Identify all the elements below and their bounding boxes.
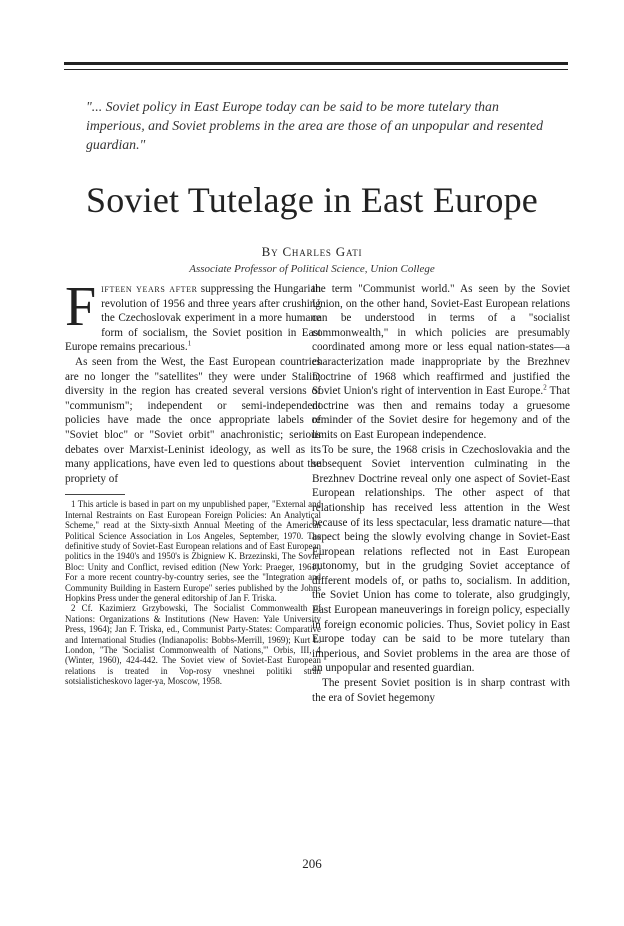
author-byline: By Charles Gati [261, 244, 363, 259]
paragraph-1-text: suppressing the Hungarian revolution of 1956 and three years after crushing the Czechoslovak experiment in a more humane form of socialism, the Soviet position in East Europe remains precarious. [65, 283, 322, 354]
paragraph-4: To be sure, the 1968 crisis in Czechoslovakia and the subsequent Soviet intervention culminating in the Brezhnev Doctrine reveal only one aspect of Soviet-East European relationships. The other aspect of that relationship has received less attention in the West because of its less spectacular, less dramatic nature—that aspect being the slowly evolving change in Soviet-East European relations reflected not in East European autonomy, but in the grudging Soviet acceptance of different models of, or paths to, socialism. In addition, the Soviet Union has come to tolerate, also grudgingly, East European maneuverings in foreign policy, especially in foreign economic policies. Thus, Soviet policy in East Europe today can be said to be more tutelary than imperious, and Soviet problems in the area are those of an unpopular and resented guardian. [312, 443, 570, 675]
drop-cap: F [65, 276, 97, 338]
author-affiliation: Associate Professor of Political Science, Union College [189, 263, 435, 275]
left-column [65, 276, 322, 687]
paragraph-3-text-a: the term "Communist world." As seen by the Soviet Union, on the other hand, Soviet-East European relations can be understood in terms of a "socialist commonwealth," in which policies are presumably coordinated among more or less equal nation-states—a characterization made inappropriate by the Brezhnev Doctrine of 1968 which reaffirmed and justified the Soviet Union's right of intervention in East Europe. [312, 283, 570, 398]
page-number: 206 [302, 856, 322, 871]
footnotes [65, 499, 321, 686]
top-rule-thin [64, 69, 568, 70]
paragraph-1 [65, 276, 322, 355]
lead-small-caps: ifteen years after [101, 283, 198, 295]
footnote-1: 1 This article is based in part on my unpublished paper, "External and Internal Restraints on East European Foreign Policies: An Analytical Scheme," read at the Sixty-sixth Annual Meeting of the American Political Science Association in Los Angeles, September, 1970. The definitive study of Soviet-East European relations and of East European politics in the 1940's and 1950's is Zbigniew K. Brzezinski, The Soviet Bloc: Unity and Conflict, revised edition (New York: Praeger, 1961). For a more recent country-by-country series, see the "Integration and Community Building in Eastern Europe" series published by the Johns Hopkins Press under the general editorship of Jan F. Triska. [65, 499, 321, 603]
footnote-rule [65, 494, 125, 495]
article-title: Soviet Tutelage in East Europe [86, 180, 538, 220]
footnote-ref-1[interactable]: 1 [187, 339, 192, 348]
paragraph-2: As seen from the West, the East European countries are no longer the "satellites" they were under Stalin; diversity in the region has created several versions of "communism"; independent or semi-independent policies have made the once appropriate labels of "Soviet bloc" or "Soviet orbit" anachronistic; serious debates over Marxist-Leninist ideology, as well as its many applications, have even led to questions about the propriety of [65, 355, 321, 485]
paragraph-3 [312, 282, 570, 443]
paragraph-5: The present Soviet position is in sharp contrast with the era of Soviet hegemony [312, 677, 570, 704]
right-column [312, 282, 570, 705]
footnote-2: 2 Cf. Kazimierz Grzybowski, The Socialist Commonwealth of Nations: Organizations & Institutions (New Haven: Yale University Press, 1964); Jan F. Triska, ed., Communist Party-States: Comparative and International Studies (Indianapolis: Bobbs-Merrill, 1969); Kurt L. London, "The 'Socialist Commonwealth of Nations,'" Orbis, III, 4 (Winter, 1960), 424-442. The Soviet view of Soviet-East European relations is treated in Vop-rosy vneshnei politiki stran sotsialisticheskovo lager-ya, Moscow, 1958. [65, 603, 321, 687]
epigraph: "... Soviet policy in East Europe today can be said to be more tutelary than imperious, and Soviet problems in the area are those of an unpopular and resented guardian." [86, 99, 544, 152]
top-rule-thick [64, 62, 568, 65]
paragraph-3-text-b: That doctrine was then and remains today a gruesome reminder of the Soviet desire for hegemony and of the limits on East European independence. [312, 385, 570, 441]
footnote-ref-2[interactable]: 2 [543, 383, 547, 392]
